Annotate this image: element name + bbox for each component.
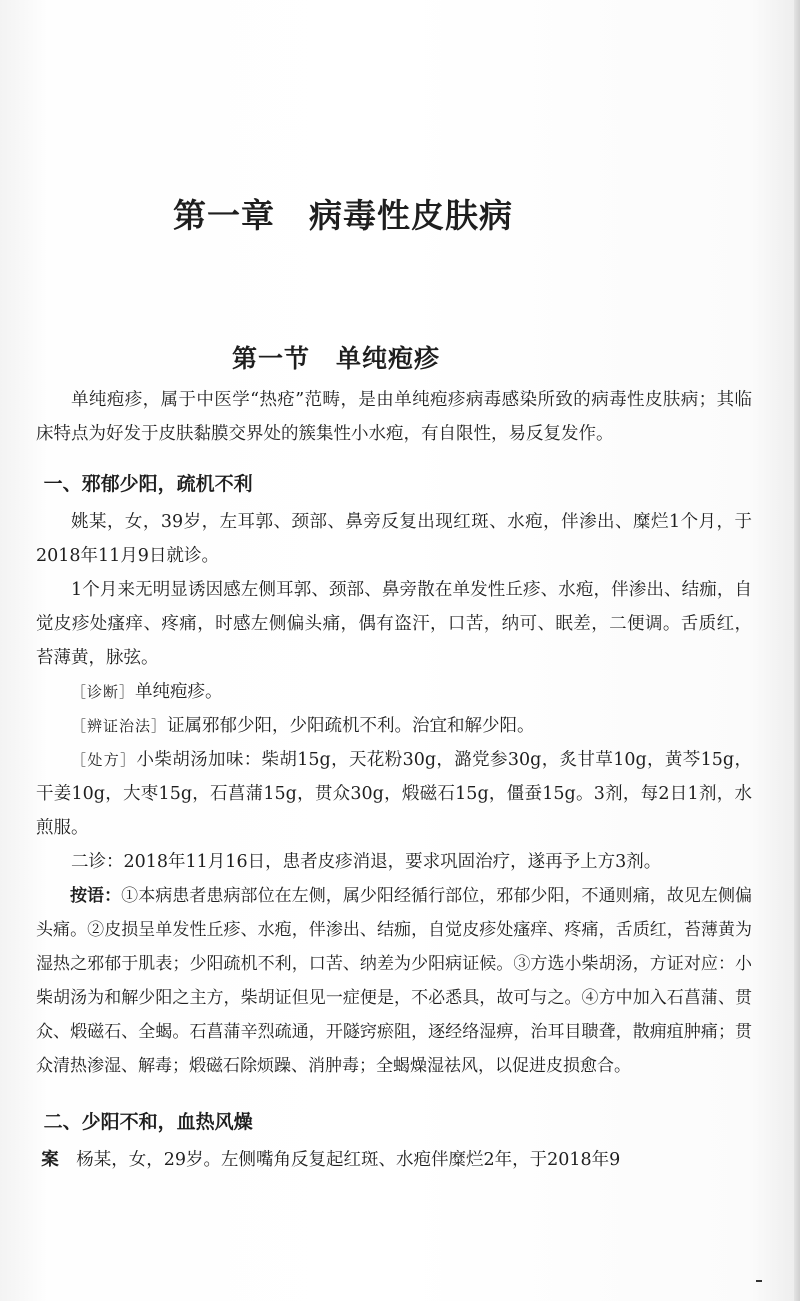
chapter-title: 第一章 病毒性皮肤病 <box>173 196 513 236</box>
intro-paragraph: 单纯疱疹，属于中医学“热疮”范畴，是由单纯疱疹病毒感染所致的病毒性皮肤病；其临床特点为好发于皮肤黏膜交界处的簇集性小水疱，有自限性，易反复发作。 <box>36 390 752 444</box>
diagnosis-text: 单纯疱疹。 <box>135 682 223 702</box>
prescription-text: 小柴胡汤加味：柴胡15g，天花粉30g，潞党参30g，炙甘草10g，黄芩15g，干姜10g，大枣15g，石菖蒲15g，贯众30g，煅磁石15g，僵蚕15g。3剂，每2日1剂，水煎服。 <box>36 750 752 838</box>
syndrome-text: 证属邪郁少阳，少阳疏机不利。治宜和解少阳。 <box>167 716 535 736</box>
note-text: ①本病患者患病部位在左侧，属少阳经循行部位，邪郁少阳，不通则痛，故见左侧偏头痛。②皮损呈单发性丘疹、水疱，伴渗出、结痂，自觉皮疹处瘙痒、疼痛，舌质红，苔薄黄为湿热之邪郁于肌表；少阳疏机不利，口苦、纳差为少阳病证候。③方选小柴胡汤，方证对应：小柴胡汤为和解少阳之主方，柴胡证但见一症便是，不必悉具，故可与之。④方中加入石菖蒲、贯众、煅磁石、全蝎。石菖蒲辛烈疏通，开隧窍瘀阻，逐经络湿痹，治耳目聩聋，散痈疽肿痛；贯众清热渗湿、解毒；煅磁石除烦躁、消肿毒；全蝎燥湿祛风，以促进皮损愈合。 <box>36 886 753 1076</box>
case1-diagnosis <box>36 675 752 709</box>
case1-history: 1个月来无明显诱因感左侧耳郭、颈部、鼻旁散在单发性丘疹、水疱，伴渗出、结痂，自觉皮疹处瘙痒、疼痛，时感左侧偏头痛，偶有盗汗，口苦，纳可、眠差，二便调。舌质红，苔薄黄，脉弦。 <box>36 580 752 668</box>
note-lead: 按语： <box>70 886 122 906</box>
case1-followup: 二诊：2018年11月16日，患者皮疹消退，要求巩固治疗，遂再予上方3剂。 <box>71 852 662 872</box>
case2-lead: 案 <box>41 1150 59 1170</box>
case1-syndrome <box>36 709 752 743</box>
syndrome-tag: ［辨证治法］ <box>71 717 168 735</box>
diagnosis-tag: ［诊断］ <box>71 683 136 701</box>
case2-paragraph <box>36 1143 752 1177</box>
case1-prescription <box>36 743 752 845</box>
case1-patient: 姚某，女，39岁，左耳郭、颈部、鼻旁反复出现红斑、水疱，伴渗出、糜烂1个月，于2018年11月9日就诊。 <box>36 512 752 566</box>
body-text <box>36 383 752 1177</box>
case2-heading: 二、少阳不和，血热风燥 <box>43 1111 253 1133</box>
section-title: 第一节 单纯疱疹 <box>232 343 441 373</box>
case1-heading: 一、邪郁少阳，疏机不利 <box>43 473 253 495</box>
page-mark <box>756 1280 762 1282</box>
case2-text: 杨某，女，29岁。左侧嘴角反复起红斑、水疱伴糜烂2年，于2018年9 <box>76 1150 621 1170</box>
case1-note <box>36 879 752 1083</box>
prescription-tag: ［处方］ <box>71 751 137 769</box>
